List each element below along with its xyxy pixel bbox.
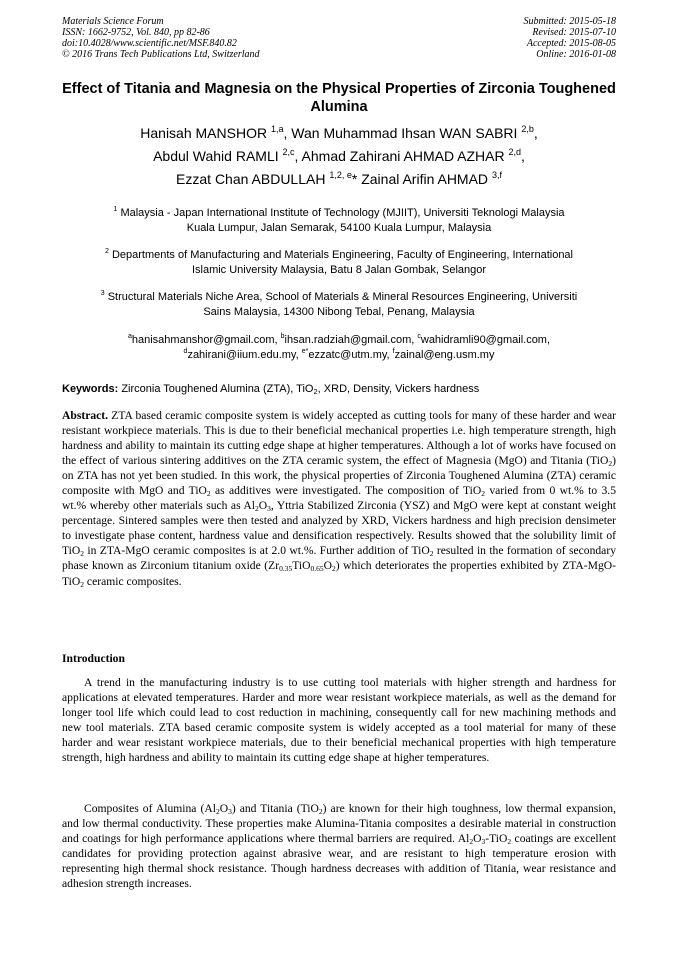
author-name: Zainal Arifin AHMAD <box>361 171 489 187</box>
subscript: 2 <box>206 489 211 499</box>
subscript: 2 <box>507 837 512 847</box>
abstract <box>62 408 616 589</box>
email-link[interactable]: wahidramli90@gmail.com, <box>420 334 551 346</box>
abstract-text: in ZTA-MgO ceramic composites is at 2.0 wt.%. Further addition of TiO <box>84 544 430 558</box>
paragraph-text: O <box>473 832 482 846</box>
keywords-text: Zirconia Toughened Alumina (ZTA), TiO <box>121 383 314 395</box>
subscript: 2 <box>313 387 318 396</box>
date-submitted: Submitted: 2015-05-18 <box>523 16 616 27</box>
abstract-text: ) on ZTA has not yet been studied. In this work, the physical properties of Zirconia Toughened Alumina (ZTA) ceramic composite with MgO and TiO <box>62 454 616 498</box>
paragraph-text: O <box>219 802 229 815</box>
author-affiliation-sup: 1,2, e <box>329 170 352 180</box>
subscript: 2 <box>318 807 323 816</box>
paragraph-text: Composites of Alumina (Al <box>84 802 216 815</box>
abstract-text: O <box>323 559 333 573</box>
abstract-label: Abstract. <box>62 409 109 422</box>
journal-copyright: © 2016 Trans Tech Publications Ltd, Switzerland <box>62 49 260 60</box>
journal-name: Materials Science Forum <box>62 16 164 27</box>
subscript: 2 <box>481 489 485 499</box>
abstract-text: varied from 0 wt.% to 3.5 wt.% whereby other materials such as Al <box>62 484 616 513</box>
affiliation-number: 2 <box>104 248 109 255</box>
affiliation-number: 3 <box>100 290 105 297</box>
abstract-text: ceramic composites. <box>84 574 182 588</box>
introduction-heading: Introduction <box>62 652 125 665</box>
affiliation-line: Structural Materials Niche Area, School of Materials & Mineral Resources Engineering, Universiti <box>107 291 578 303</box>
introduction-paragraph-2 <box>62 801 616 891</box>
email-link[interactable]: hanisahmanshor@gmail.com, <box>131 334 278 346</box>
affiliation-line: Sains Malaysia, 14300 Nibong Tebal, Penang, Malaysia <box>203 305 475 318</box>
email-link[interactable]: zahirani@iium.edu.my, <box>187 348 299 361</box>
date-accepted: Accepted: 2015-08-05 <box>526 38 616 49</box>
keywords-label: Keywords: <box>62 383 119 395</box>
keywords <box>62 382 616 396</box>
subscript: 2 <box>608 459 613 469</box>
abstract-text: as additives were investigated. The composition of TiO <box>210 484 482 498</box>
abstract-text: resulted in the formation of secondary phase known as Zirconium titanium oxide (Zr <box>62 544 616 573</box>
dates-info <box>524 16 617 60</box>
email-sup: a <box>127 333 132 340</box>
author-line-1: Hanisah MANSHOR $^{1,a}$, Wan Muhammad Ihsan WAN SABRI $^{2,b}$, <box>140 124 538 141</box>
subscript: 2 <box>80 579 85 589</box>
author-name: Wan Muhammad Ihsan WAN SABRI <box>291 125 518 141</box>
subscript: 3 <box>481 837 486 847</box>
affiliation-2 <box>62 248 616 277</box>
subscript: 2 <box>332 564 336 574</box>
affiliation-line: Malaysia - Japan International Institute of Technology (MJIIT), Universiti Teknologi Malaysia <box>120 207 565 219</box>
author-affiliation-sup: 2,b <box>521 124 534 134</box>
abstract-text: , Yttria Stabilized Zirconia (YSZ) and MgO were kept at constant weight percentage. Sintered samples were then tested and analyzed by XRD, Vickers hardness and high precision densimeter to investigate phase content, hardness value and densification respectively. Results showed that the solubility limit of TiO <box>62 499 616 558</box>
subscript: 2 <box>215 807 220 816</box>
journal-doi: doi:10.4028/www.scientific.net/MSF.840.82 <box>62 38 237 49</box>
subscript: 2 <box>469 837 474 847</box>
paragraph-text: -TiO <box>485 832 508 846</box>
email-list <box>62 333 616 362</box>
affiliation-3 <box>62 290 616 319</box>
email-sup: d <box>183 347 188 355</box>
author-line-3 <box>62 168 616 191</box>
subscript: 3 <box>267 504 271 514</box>
paper-title: Effect of Titania and Magnesia on the Physical Properties of Zirconia Toughened Alumina <box>62 81 616 115</box>
subscript: 3 <box>228 807 232 816</box>
email-link[interactable]: ihsan.radziah@gmail.com, <box>284 334 415 346</box>
paragraph-text: coatings are excellent candidates for providing protection against abrasive wear, and are resistant to high temperature erosion with representing high thermal shock resistance. Though hardness decreases with addition of Titania, wear resistance and adhesion strength increases. <box>62 832 616 891</box>
abstract-text: O <box>258 499 268 513</box>
subscript: 2 <box>429 549 434 559</box>
affiliation-line: Islamic University Malaysia, Batu 8 Jalan Gombak, Selangor <box>191 263 487 276</box>
author-name: Abdul Wahid RAMLI <box>153 148 279 164</box>
paragraph-text: ) and Titania (TiO <box>231 802 319 815</box>
email-sup: e* <box>301 347 309 355</box>
email-sup: f <box>392 347 395 355</box>
journal-issn: ISSN: 1662-9752, Vol. 840, pp 82-86 <box>62 27 210 38</box>
abstract-text: ZTA based ceramic composite system is widely accepted as cutting tools for many of these harder and wear resistant workpiece materials. This is due to their beneficial mechanical properties i.e. high temperature strength, high hardness and ability to maintain its cutting edge shape at higher temperatures. Although a lot of works have focused on the effect of various sintering additives on the ZTA ceramic system, the effect of Magnesia (MgO) and Titania (TiO <box>62 409 616 468</box>
email-link[interactable]: zainal@eng.usm.my <box>394 348 495 361</box>
introduction-paragraph-1: A trend in the manufacturing industry is to use cutting tool materials with higher strength and hardness for applications at elevated temperatures. Harder and more wear resistant workpiece materials, as well as the demand for longer tool life which could lead to cost reduction in machining, consequently call for new machining methods and new tool materials. ZTA based ceramic composite system is widely accepted as a tool material for many of these harder and wear resistant workpiece materials, due to their beneficial mechanical properties with high temperature strength, high hardness and ability to maintain its cutting edge shape at higher temperatures. <box>62 676 616 765</box>
email-sup: b <box>280 333 285 340</box>
author-affiliation-sup: 1,a <box>270 124 284 134</box>
subscript: 2 <box>80 549 85 559</box>
subscript: 0.35 <box>279 564 293 574</box>
author-line-2: Abdul Wahid RAMLI $^{2,c}$, Ahmad Zahirani AHMAD AZHAR $^{2,d}$, <box>153 147 525 164</box>
corresponding-author-mark: * <box>351 171 358 187</box>
date-online: Online: 2016-01-08 <box>536 49 616 60</box>
author-name: Ezzat Chan ABDULLAH <box>176 171 326 187</box>
keywords-text: , XRD, Density, Vickers hardness <box>317 383 480 395</box>
email-link[interactable]: ezzatc@utm.my, <box>308 348 390 361</box>
author-list <box>62 122 616 191</box>
abstract-text: ) which deteriorates the properties exhibited by ZTA-MgO-TiO <box>62 559 616 588</box>
date-revised: Revised: 2015-07-10 <box>532 27 616 38</box>
affiliation-1 <box>62 206 616 235</box>
author-name: Ahmad Zahirani AHMAD AZHAR <box>301 148 505 164</box>
journal-info <box>62 16 260 60</box>
subscript: 2 <box>255 504 259 514</box>
abstract-text: TiO <box>292 559 311 573</box>
subscript: 0.65 <box>310 564 324 574</box>
paragraph-text: ) are known for their high toughness, low thermal expansion, and low thermal conductivity. These properties make Alumina-Titania composites a desirable material in construction and coatings for high performance applications where thermal barriers are required. Al <box>62 802 616 846</box>
author-affiliation-sup: 2,c <box>282 147 295 157</box>
affiliation-line: Departments of Manufacturing and Materials Engineering, Faculty of Engineering, International <box>111 249 573 261</box>
author-name: Hanisah MANSHOR <box>140 125 268 141</box>
email-sup: c <box>417 333 421 340</box>
affiliation-line: Kuala Lumpur, Jalan Semarak, 54100 Kuala Lumpur, Malaysia <box>186 221 492 234</box>
affiliation-number: 1 <box>113 206 118 213</box>
author-affiliation-sup: 3,f <box>491 170 502 180</box>
author-affiliation-sup: 2,d <box>508 147 522 157</box>
